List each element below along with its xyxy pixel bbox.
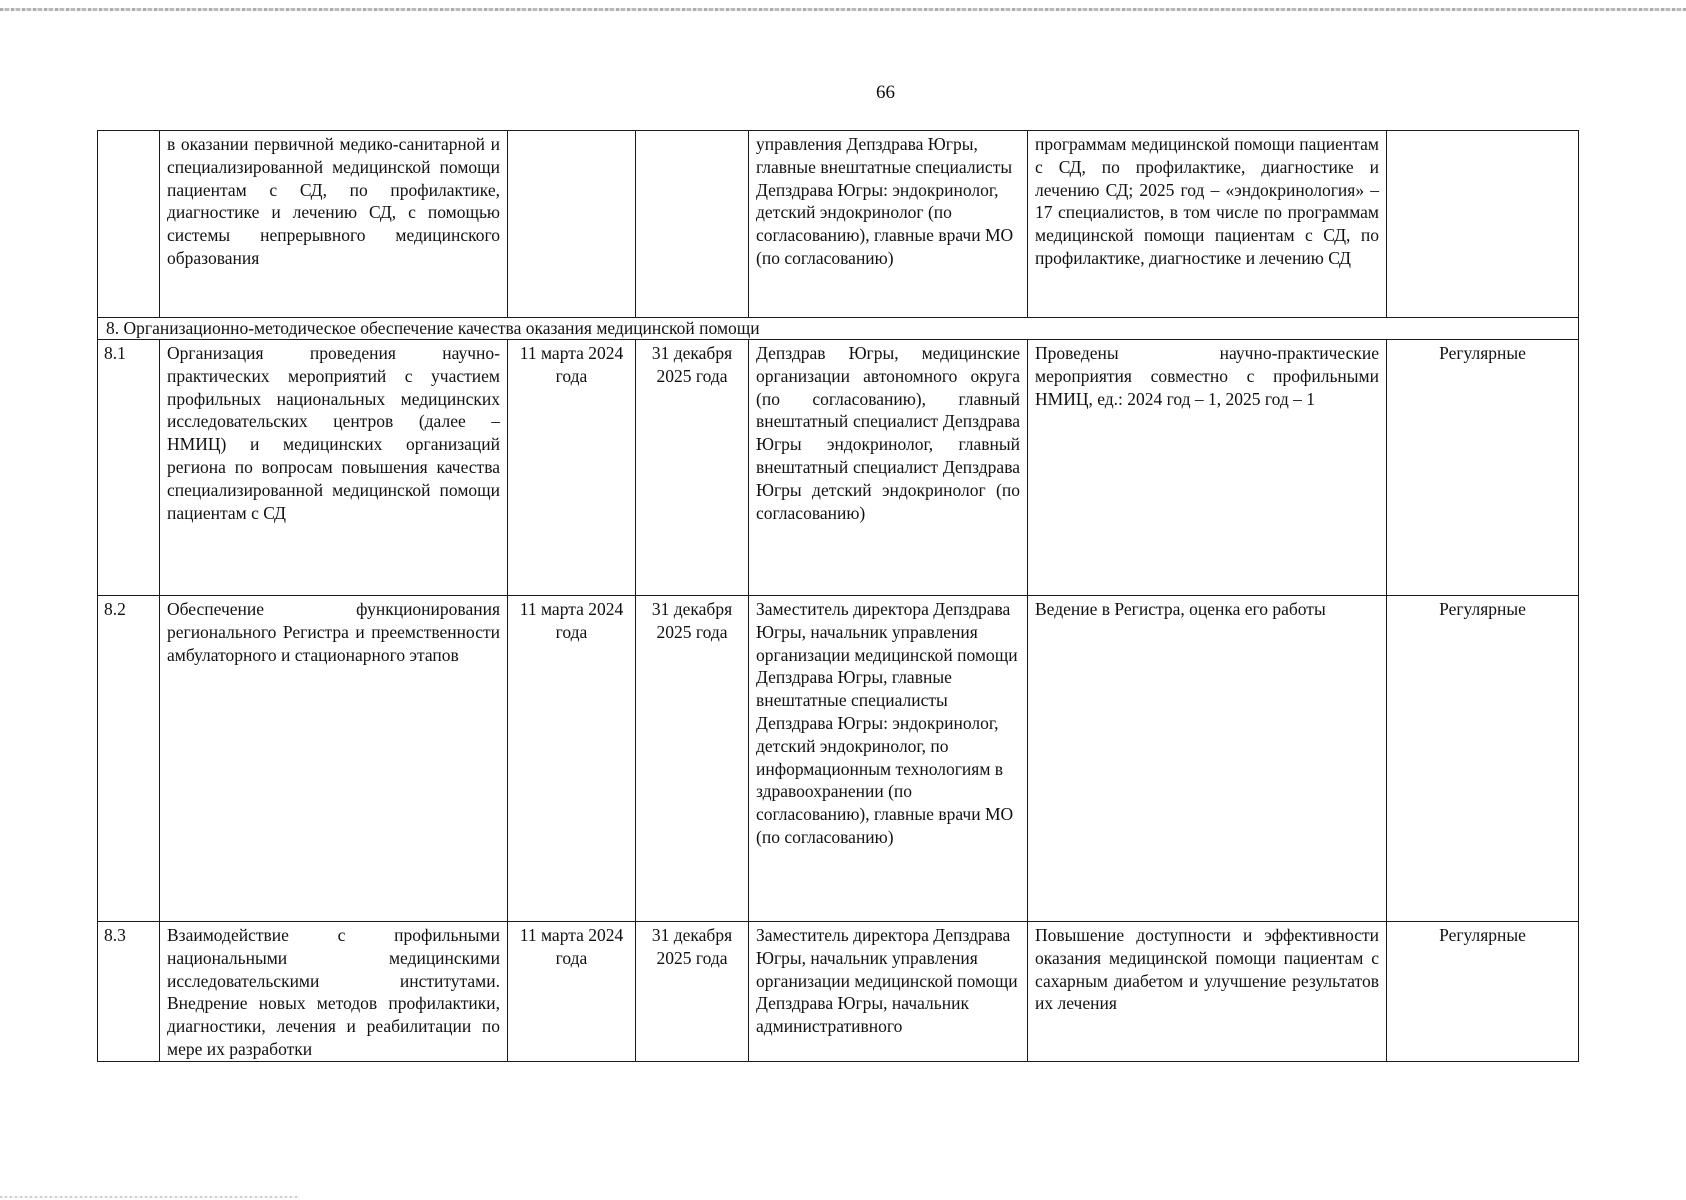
frequency-cell: Регулярные bbox=[1387, 596, 1579, 922]
end-date-cell: 31 декабря 2025 года bbox=[636, 340, 749, 596]
start-date-cell: 11 марта 2024 года bbox=[508, 340, 636, 596]
result-cell: Повышение доступности и эффективности оказания медицинской помощи пациентам с сахарным диабетом и улучшение результатов их лечения bbox=[1028, 922, 1387, 1062]
table-row bbox=[98, 922, 1579, 1062]
start-date-cell: 11 марта 2024 года bbox=[508, 596, 636, 922]
activity-cell: в оказании первичной медико-санитарной и специализированной медицинской помощи пациентам с СД, по профилактике, диагностике и лечению СД, с помощью системы непрерывного медицинского образования bbox=[160, 131, 508, 318]
responsible-cell: Заместитель директора Депздрава Югры, начальник управления организации медицинской помощи Депздрава Югры, начальник административного bbox=[749, 922, 1028, 1062]
scan-edge-artifact-bottom bbox=[0, 1196, 300, 1198]
frequency-cell: Регулярные bbox=[1387, 340, 1579, 596]
action-plan-table bbox=[97, 130, 1579, 1062]
start-date-cell bbox=[508, 131, 636, 318]
result-cell: программам медицинской помощи пациентам с СД, по профилактике, диагностике и лечению СД; 2025 год – «эндокринология» – 17 специалистов, в том числе по программам медицинской помощи пациентам с СД, по профилактике, диагностике и лечению СД bbox=[1028, 131, 1387, 318]
activity-cell: Взаимодействие с профильными национальными медицинскими исследовательскими институтами. Внедрение новых методов профилактики, диагностики, лечения и реабилитации по мере их разработки bbox=[160, 922, 508, 1062]
frequency-cell: Регулярные bbox=[1387, 922, 1579, 1062]
row-number-cell: 8.1 bbox=[98, 340, 160, 596]
end-date-cell bbox=[636, 131, 749, 318]
end-date-cell: 31 декабря 2025 года bbox=[636, 596, 749, 922]
table-row bbox=[98, 340, 1579, 596]
row-number-cell: 8.2 bbox=[98, 596, 160, 922]
table-row-continuation bbox=[98, 131, 1579, 318]
scan-edge-artifact bbox=[0, 8, 1686, 11]
activity-cell: Обеспечение функционирования регионального Регистра и преемственности амбулаторного и стационарного этапов bbox=[160, 596, 508, 922]
activity-cell: Организация проведения научно-практических мероприятий с участием профильных национальных медицинских исследовательских центров (далее – НМИЦ) и медицинских организаций региона по вопросам повышения качества специализированной медицинской помощи пациентам с СД bbox=[160, 340, 508, 596]
row-number-cell bbox=[98, 131, 160, 318]
table-row bbox=[98, 596, 1579, 922]
row-number-cell: 8.3 bbox=[98, 922, 160, 1062]
responsible-cell: управления Депздрава Югры, главные внештатные специалисты Депздрава Югры: эндокринолог, детский эндокринолог (по согласованию), главные врачи МО (по согласованию) bbox=[749, 131, 1028, 318]
end-date-cell: 31 декабря 2025 года bbox=[636, 922, 749, 1062]
section-header-row bbox=[98, 318, 1579, 340]
result-cell: Ведение в Регистра, оценка его работы bbox=[1028, 596, 1387, 922]
start-date-cell: 11 марта 2024 года bbox=[508, 922, 636, 1062]
frequency-cell bbox=[1387, 131, 1579, 318]
responsible-cell: Депздрав Югры, медицинские организации автономного округа (по согласованию), главный внештатный специалист Депздрава Югры эндокринолог, главный внештатный специалист Депздрава Югры детский эндокринолог (по согласованию) bbox=[749, 340, 1028, 596]
section-title: 8. Организационно-методическое обеспечение качества оказания медицинской помощи bbox=[98, 318, 1579, 340]
result-cell: Проведены научно-практические мероприятия совместно с профильными НМИЦ, ед.: 2024 год – 1, 2025 год – 1 bbox=[1028, 340, 1387, 596]
responsible-cell: Заместитель директора Депздрава Югры, начальник управления организации медицинской помощи Депздрава Югры, главные внештатные специалисты Депздрава Югры: эндокринолог, детский эндокринолог, по информационным технологиям в здравоохранении (по согласованию), главные врачи МО (по согласованию) bbox=[749, 596, 1028, 922]
page-number: 66 bbox=[876, 82, 895, 103]
